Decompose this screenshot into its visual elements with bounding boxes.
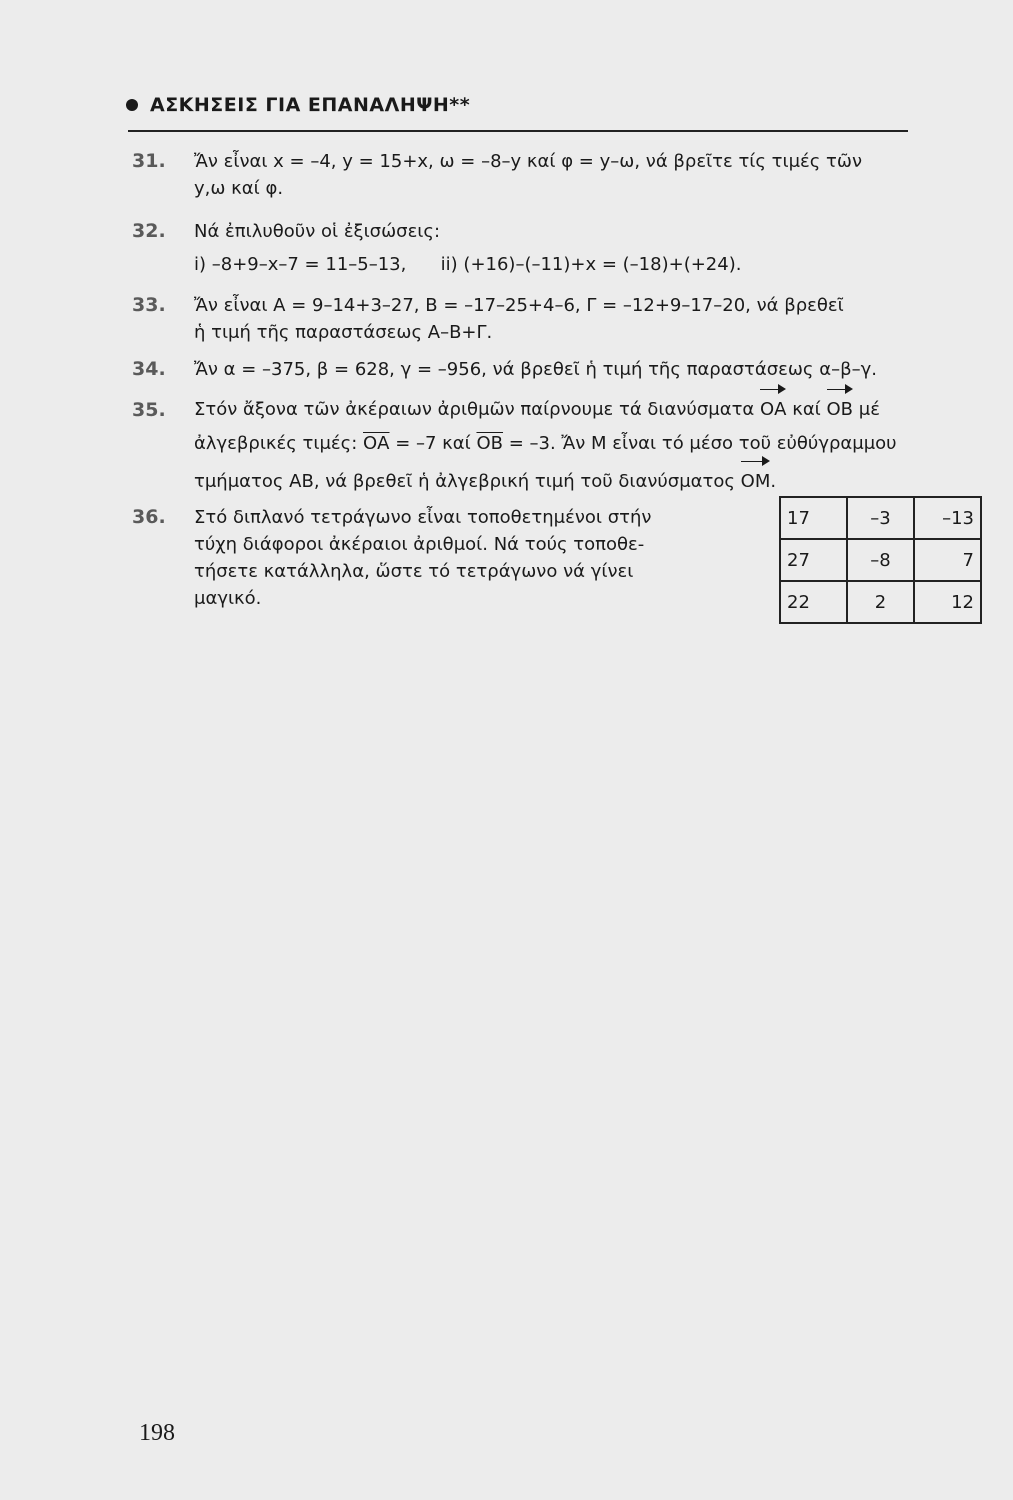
text-span: = –3. Ἄν Μ εἶναι τό μέσο τοῦ εὐθύγραμμου: [503, 433, 897, 454]
text-span: Στόν ἄξονα τῶν ἀκέραιων ἀριθμῶν παίρνουμε τά διανύσματα: [194, 399, 760, 420]
grid-cell: 22: [780, 581, 847, 623]
exercise-text-line: y,ω καί φ.: [194, 178, 284, 199]
page-number: 198: [139, 1420, 175, 1446]
grid-cell: 2: [847, 581, 914, 623]
vector-oa: ΟΑ: [760, 395, 786, 425]
exercise-text-line: [194, 467, 949, 497]
vector-om: ΟΜ: [741, 467, 771, 497]
text-span: = –7 καί: [389, 433, 477, 454]
text-span: καί: [786, 399, 827, 420]
exercise-text-line: [194, 395, 949, 425]
exercise-text-line: τύχη διάφοροι ἀκέραιοι ἀριθμοί. Νά τούς τοποθε-: [194, 534, 645, 555]
grid-cell: 7: [914, 539, 981, 581]
exercise-text-line: Στό διπλανό τετράγωνο εἶναι τοποθετημένοι στήν: [194, 507, 652, 528]
grid-row: [780, 497, 981, 539]
grid-cell: 27: [780, 539, 847, 581]
algebraic-value-oa: $\overline{OA}$: [363, 433, 390, 454]
exercise-number: 31.: [132, 150, 166, 172]
grid-row: [780, 539, 981, 581]
magic-square-grid: [779, 496, 982, 624]
header-rule: [128, 130, 908, 132]
exercise-text-line: i) –8+9–x–7 = 11–5–13, ii) (+16)–(–11)+x = (–18)+(+24).: [194, 254, 742, 275]
section-title: ΑΣΚΗΣΕΙΣ ΓΙΑ ΕΠΑΝΑΛΗΨΗ**: [150, 94, 471, 116]
exercise-number: 36.: [132, 506, 166, 528]
exercise-number: 32.: [132, 220, 166, 242]
grid-cell: –13: [914, 497, 981, 539]
grid-cell: –3: [847, 497, 914, 539]
exercise-number: 35.: [132, 399, 166, 421]
grid-cell: 17: [780, 497, 847, 539]
bullet-icon: [126, 99, 138, 111]
grid-cell: 12: [914, 581, 981, 623]
text-span: ἀλγεβρικές τιμές:: [194, 433, 363, 454]
vector-ob: ΟΒ: [827, 395, 854, 425]
exercise-number: 34.: [132, 358, 166, 380]
exercise-text-line: Νά ἐπιλυθοῦν οἱ ἐξισώσεις:: [194, 221, 441, 242]
text-span: .: [770, 471, 777, 492]
grid-cell: –8: [847, 539, 914, 581]
exercise-text-line: Ἄν α = –375, β = 628, γ = –956, νά βρεθεῖ ἡ τιμή τῆς παραστάσεως α–β–γ.: [194, 359, 877, 380]
grid-row: [780, 581, 981, 623]
text-span: τμήματος ΑΒ, νά βρεθεῖ ἡ ἀλγεβρική τιμή τοῦ διανύσματος: [194, 471, 741, 492]
exercise-text-line: [194, 429, 949, 459]
exercise-text-line: Ἄν εἶναι x = –4, y = 15+x, ω = –8–y καί φ = y–ω, νά βρεῖτε τίς τιμές τῶν: [194, 151, 863, 172]
exercise-text-line: Ἄν εἶναι Α = 9–14+3–27, Β = –17–25+4–6, Γ = –12+9–17–20, νά βρεθεῖ: [194, 295, 844, 316]
algebraic-value-ob: $\overline{OB}$: [476, 433, 504, 454]
exercise-text-line: τήσετε κατάλληλα, ὥστε τό τετράγωνο νά γίνει: [194, 561, 634, 582]
section-header: [126, 94, 910, 116]
exercise-text-line: μαγικό.: [194, 588, 262, 609]
exercise-number: 33.: [132, 294, 166, 316]
exercise-text-line: ἡ τιμή τῆς παραστάσεως Α–Β+Γ.: [194, 322, 493, 343]
text-span: μέ: [853, 399, 880, 420]
